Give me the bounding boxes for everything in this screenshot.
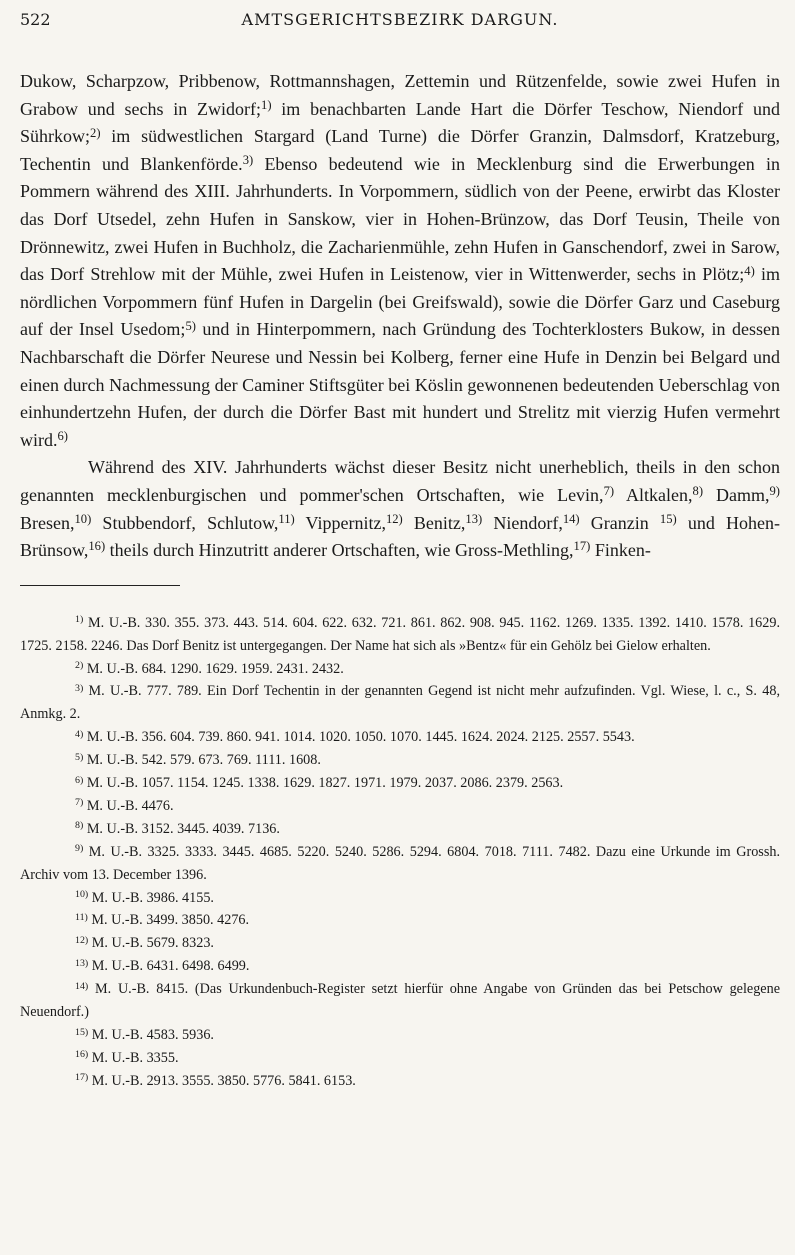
book-page bbox=[20, 10, 780, 1093]
footnote-reference: 11) bbox=[278, 511, 295, 526]
text-segment: Damm, bbox=[703, 484, 770, 505]
footnote-reference: 1) bbox=[261, 97, 272, 112]
footnote bbox=[20, 1024, 780, 1047]
text-segment: Altkalen, bbox=[614, 484, 693, 505]
footnote bbox=[20, 612, 780, 658]
footnote-reference: 17) bbox=[573, 539, 591, 554]
footnote-text: M. U.-B. 3325. 3333. 3445. 4685. 5220. 5240. 5286. 5294. 6804. 7018. 7111. 7482. Dazu eine Urkunde im Grossh. Archiv vom 13. December 1396. bbox=[20, 843, 780, 883]
text-segment: Ebenso bedeutend wie in Mecklenburg sind die Erwerbungen in Pommern während des XIII. Jahrhunderts. In Vorpommern, südlich von der Peene, erwirbt das Kloster das Dorf Utsedel, zehn Hufen in Sanskow, vier in Hohen-Brünzow, das Dorf Teusin, Theile von Drönnewitz, zwei Hufen in Buchholz, die Zacharienmühle, zehn Hufen in Ganschendorf, zwei in Sarow, das Dorf Strehlow mit der Mühle, zwei Hufen in Leistenow, vier in Wittenwerder, sechs in Plötz; bbox=[20, 153, 780, 285]
footnote-mark: 14) bbox=[75, 980, 89, 992]
footnote bbox=[20, 978, 780, 1024]
paragraph bbox=[20, 68, 780, 454]
footnote-reference: 9) bbox=[769, 484, 780, 499]
footnote-reference: 7) bbox=[603, 484, 615, 499]
footnote-text: M. U.-B. 330. 355. 373. 443. 514. 604. 622. 632. 721. 861. 862. 908. 945. 1162. 1269. 1335. 1392. 1410. 1578. 1629. 1725. 2158. 2246. Das Dorf Benitz ist untergegangen. Der Name hat sich als »Bentz« für ein Gehölz bei Gielow erhalten. bbox=[20, 614, 780, 654]
page-number: 522 bbox=[20, 10, 51, 29]
footnote-reference: 16) bbox=[88, 539, 106, 554]
text-segment: Niendorf, bbox=[482, 512, 563, 533]
footnote-mark: 3) bbox=[75, 682, 84, 694]
footnote-text: M. U.-B. 1057. 1154. 1245. 1338. 1629. 1827. 1971. 1979. 2037. 2086. 2379. 2563. bbox=[83, 775, 564, 792]
footnote-reference: 4) bbox=[744, 263, 755, 278]
footnote bbox=[20, 795, 780, 818]
footnotes bbox=[20, 612, 780, 1093]
footnote-text: M. U.-B. 777. 789. Ein Dorf Techentin in der genannten Gegend ist nicht mehr aufzufinden. Vgl. Wiese, l. c., S. 48, Anmkg. 2. bbox=[20, 683, 780, 723]
footnote bbox=[20, 726, 780, 749]
footnote-mark: 13) bbox=[75, 957, 89, 969]
text-segment: im nördlichen Vorpommern fünf Hufen in Dargelin (bei Greifswald), sowie die Dörfer Garz und Caseburg auf der Insel Usedom; bbox=[20, 264, 780, 340]
footnote-text: M. U.-B. 6431. 6498. 6499. bbox=[88, 958, 250, 975]
footnote bbox=[20, 772, 780, 795]
footnote-reference: 10) bbox=[74, 511, 92, 526]
footnote-text: M. U.-B. 5679. 8323. bbox=[88, 935, 214, 952]
footnote bbox=[20, 841, 780, 887]
footnote bbox=[20, 680, 780, 726]
footnote bbox=[20, 749, 780, 772]
footnote-mark: 2) bbox=[75, 660, 84, 672]
footnote-text: M. U.-B. 684. 1290. 1629. 1959. 2431. 2432. bbox=[83, 660, 344, 677]
text-segment: und Hohen-Brünsow, bbox=[20, 512, 780, 561]
text-segment: Vippernitz, bbox=[294, 512, 386, 533]
text-segment: Während des XIV. Jahrhunderts wächst dieser Besitz nicht unerheblich, theils in den schon genannten mecklenburgischen und pommer'schen Ortschaften, wie Levin, bbox=[20, 457, 780, 505]
text-segment: und in Hinterpommern, nach Gründung des Tochterklosters Bukow, in dessen Nachbarschaft die Dörfer Neurese und Nessin bei Kolberg, ferner eine Hufe in Denzin bei Belgard und einen durch Nachmessung der Caminer Stiftsgüter bei Köslin gewonnenen bedeutenden Ueberschlag von einhundertzehn Hufen, der durch die Dörfer Bast mit hundert und Strelitz mit vierzig Hufen vermehrt wird. bbox=[20, 319, 780, 450]
main-text bbox=[20, 68, 780, 565]
footnote-text: M. U.-B. 542. 579. 673. 769. 1111. 1608. bbox=[83, 752, 321, 769]
text-segment: Finken- bbox=[590, 540, 651, 561]
footnote-mark: 16) bbox=[75, 1049, 89, 1061]
text-segment: Stubbendorf, Schlutow, bbox=[91, 512, 279, 533]
footnote-mark: 5) bbox=[75, 751, 84, 763]
footnote-reference: 14) bbox=[562, 511, 580, 526]
footnote-text: M. U.-B. 3152. 3445. 4039. 7136. bbox=[83, 820, 280, 837]
footnote-text: M. U.-B. 356. 604. 739. 860. 941. 1014. 1020. 1050. 1070. 1445. 1624. 2024. 2125. 2557. 5543. bbox=[83, 729, 635, 746]
text-segment: Dukow, Scharpzow, Pribbenow, Rottmannshagen, Zettemin und Rützenfelde, sowie zwei Hufen in Grabow und sechs in Zwidorf; bbox=[20, 71, 780, 119]
footnote-reference: 3) bbox=[242, 153, 254, 168]
footnote-mark: 17) bbox=[75, 1072, 89, 1084]
footnote-mark: 10) bbox=[75, 889, 89, 901]
page-header bbox=[20, 10, 780, 40]
footnote-text: M. U.-B. 4476. bbox=[83, 797, 174, 814]
footnote-separator bbox=[20, 585, 180, 586]
text-segment: theils durch Hinzutritt anderer Ortschaften, wie Gross-Methling, bbox=[105, 540, 574, 561]
text-segment: Bresen, bbox=[20, 512, 75, 533]
footnote bbox=[20, 818, 780, 841]
footnote-reference: 12) bbox=[385, 511, 403, 526]
text-segment: Benitz, bbox=[402, 512, 466, 533]
footnote-mark: 9) bbox=[75, 843, 84, 855]
running-title: AMTSGERICHTSBEZIRK DARGUN. bbox=[241, 10, 559, 29]
footnote-mark: 8) bbox=[75, 820, 84, 832]
footnote bbox=[20, 658, 780, 681]
footnote-mark: 12) bbox=[75, 934, 89, 946]
footnote-reference: 8) bbox=[692, 484, 704, 499]
text-segment: im benachbarten Lande Hart die Dörfer Teschow, Niendorf und Sührkow; bbox=[20, 98, 780, 147]
footnote-text: M. U.-B. 3499. 3850. 4276. bbox=[87, 912, 250, 929]
footnote-reference: 6) bbox=[57, 429, 68, 444]
footnote-mark: 7) bbox=[75, 797, 84, 809]
footnote bbox=[20, 932, 780, 955]
footnote-mark: 1) bbox=[75, 614, 84, 626]
footnote-text: M. U.-B. 2913. 3555. 3850. 5776. 5841. 6153. bbox=[88, 1072, 356, 1089]
footnote-mark: 11) bbox=[75, 912, 88, 923]
text-segment: im südwestlichen Stargard (Land Turne) die Dörfer Granzin, Dalmsdorf, Kratzeburg, Techentin und Blankenförde. bbox=[20, 126, 780, 174]
footnote-reference: 2) bbox=[90, 125, 101, 140]
footnote bbox=[20, 1070, 780, 1093]
footnote bbox=[20, 1047, 780, 1070]
footnote-mark: 15) bbox=[75, 1026, 89, 1038]
footnote-reference: 5) bbox=[185, 318, 196, 333]
paragraph bbox=[20, 454, 780, 564]
footnote-text: M. U.-B. 8415. (Das Urkundenbuch-Register setzt hierfür ohne Angabe von Gründen das bei Petschow gelegene Neuendorf.) bbox=[20, 981, 780, 1021]
footnote-text: M. U.-B. 4583. 5936. bbox=[88, 1027, 214, 1043]
footnote-text: M. U.-B. 3986. 4155. bbox=[88, 889, 214, 906]
footnote bbox=[20, 955, 780, 978]
footnote-reference: 13) bbox=[465, 511, 483, 526]
text-segment: Granzin bbox=[579, 512, 660, 533]
footnote-reference: 15) bbox=[659, 511, 677, 526]
footnote bbox=[20, 909, 780, 932]
footnote-mark: 4) bbox=[75, 728, 84, 740]
footnote-mark: 6) bbox=[75, 774, 84, 786]
footnote bbox=[20, 887, 780, 910]
footnote-text: M. U.-B. 3355. bbox=[88, 1049, 179, 1066]
